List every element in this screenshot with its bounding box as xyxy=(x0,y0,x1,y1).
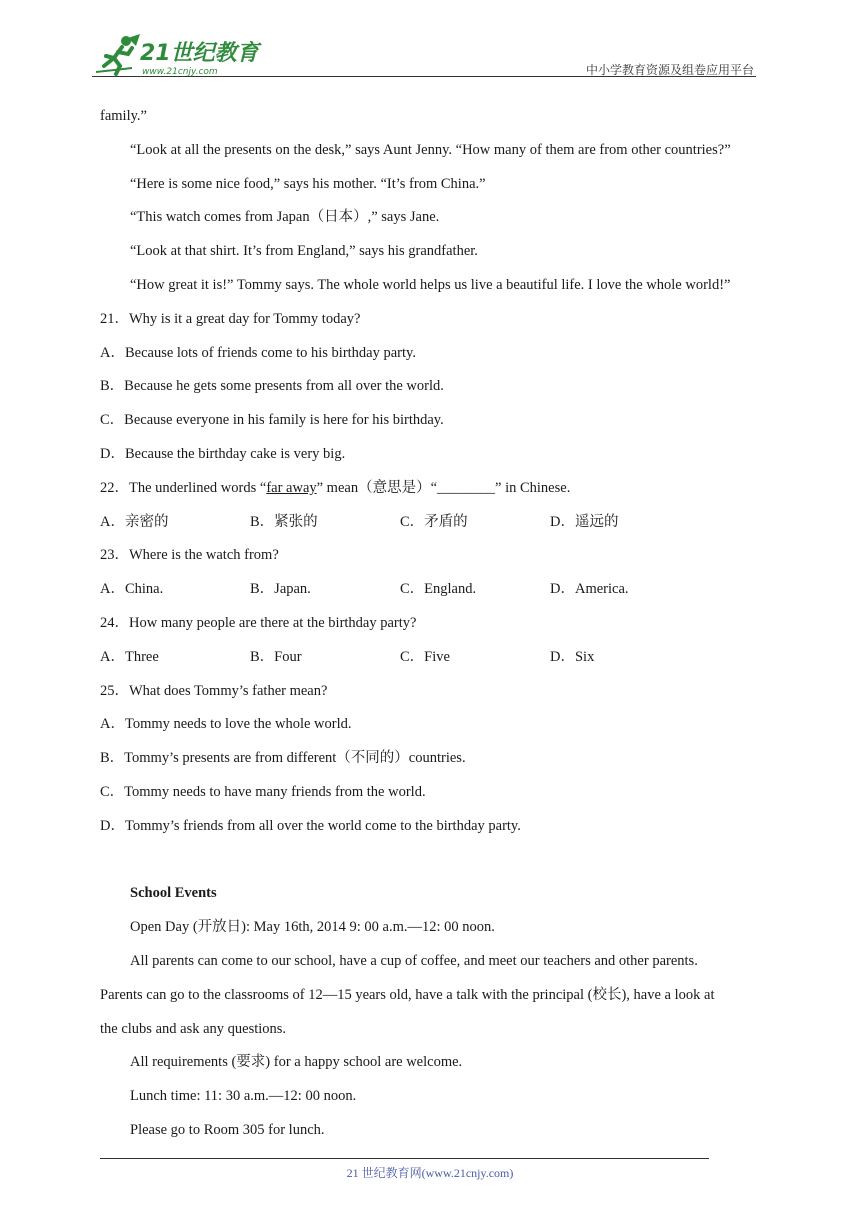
question-25-stem: 25．What does Tommy’s father mean? xyxy=(100,682,328,699)
events-line: Please go to Room 305 for lunch. xyxy=(130,1121,325,1138)
question-21-option-c: C．Because everyone in his family is here for his birthday. xyxy=(100,412,444,429)
passage-line: “How great it is!” Tommy says. The whole world helps us live a beautiful life. I love the whole world!” xyxy=(130,276,731,293)
events-line: Lunch time: 11: 30 a.m.—12: 00 noon. xyxy=(130,1088,357,1105)
question-22-stem-pre: 22．The underlined words “ xyxy=(100,479,267,496)
events-line: the clubs and ask any questions. xyxy=(100,1020,287,1037)
section-spacer xyxy=(100,844,770,878)
svg-text:www.21cnjy.com: www.21cnjy.com xyxy=(142,67,218,77)
question-25-option-c: C．Tommy needs to have many friends from the world. xyxy=(100,783,426,800)
site-logo xyxy=(92,32,262,78)
question-24-options xyxy=(100,641,770,675)
question-24-option-c: C．Five xyxy=(400,648,450,665)
events-line: Open Day (开放日): May 16th, 2014 9: 00 a.m.—12: 00 noon. xyxy=(130,919,495,936)
question-24-option-d: D．Six xyxy=(550,648,595,665)
question-23-option-b: B．Japan. xyxy=(250,581,311,598)
question-25-option-d: D．Tommy’s friends from all over the world come to the birthday party. xyxy=(100,817,521,834)
question-23-option-a: A．China. xyxy=(100,581,164,598)
question-22-option-d: D．遥远的 xyxy=(550,513,619,530)
question-24-option-b: B．Four xyxy=(250,648,302,665)
question-23-stem: 23．Where is the watch from? xyxy=(100,547,279,564)
question-21-option-d: D．Because the birthday cake is very big. xyxy=(100,445,346,462)
question-23-option-c: C．England. xyxy=(400,581,477,598)
question-25-option-a: A．Tommy needs to love the whole world. xyxy=(100,716,352,733)
events-line: All parents can come to our school, have a cup of coffee, and meet our teachers and other parents. xyxy=(130,952,698,969)
document-body xyxy=(100,100,770,1148)
question-22-option-b: B．紧张的 xyxy=(250,513,318,530)
passage-line: “This watch comes from Japan（日本）,” says Jane. xyxy=(130,209,440,226)
page-header xyxy=(92,30,756,80)
header-platform-text: 中小学教育资源及组卷应用平台 xyxy=(585,63,754,77)
question-24-stem: 24．How many people are there at the birthday party? xyxy=(100,614,417,631)
header-divider xyxy=(92,76,756,77)
svg-text:21世纪教育: 21世纪教育 xyxy=(140,41,259,66)
question-25-option-b: B．Tommy’s presents are from different（不同的）countries. xyxy=(100,750,466,767)
question-23-option-d: D．America. xyxy=(550,581,629,598)
question-21-stem: 21．Why is it a great day for Tommy today? xyxy=(100,310,361,327)
question-22-stem-post: ” mean（意思是）“________” in Chinese. xyxy=(316,479,571,496)
passage-line: “Look at that shirt. It’s from England,” says his grandfather. xyxy=(130,243,478,260)
passage-line: “Look at all the presents on the desk,” says Aunt Jenny. “How many of them are from other countries?” xyxy=(130,141,731,158)
question-22-option-a: A．亲密的 xyxy=(100,513,169,530)
question-24-option-a: A．Three xyxy=(100,648,159,665)
section-title: School Events xyxy=(130,885,217,902)
passage-line: “Here is some nice food,” says his mother. “It’s from China.” xyxy=(130,175,486,192)
question-21-option-b: B．Because he gets some presents from all over the world. xyxy=(100,378,444,395)
page-footer: 21 世纪教育网(www.21cnjy.com) xyxy=(346,1166,514,1180)
question-22-option-c: C．矛盾的 xyxy=(400,513,468,530)
underlined-words: far away xyxy=(266,479,317,496)
passage-line: family.” xyxy=(100,108,147,124)
question-22-options xyxy=(100,506,770,540)
question-22-stem xyxy=(100,472,770,506)
events-line: Parents can go to the classrooms of 12—15 years old, have a talk with the principal (校长), have a look at xyxy=(100,986,715,1003)
events-line: All requirements (要求) for a happy school are welcome. xyxy=(130,1054,463,1071)
question-23-options xyxy=(100,573,770,607)
footer-divider xyxy=(100,1158,709,1159)
question-21-option-a: A．Because lots of friends come to his birthday party. xyxy=(100,344,416,361)
